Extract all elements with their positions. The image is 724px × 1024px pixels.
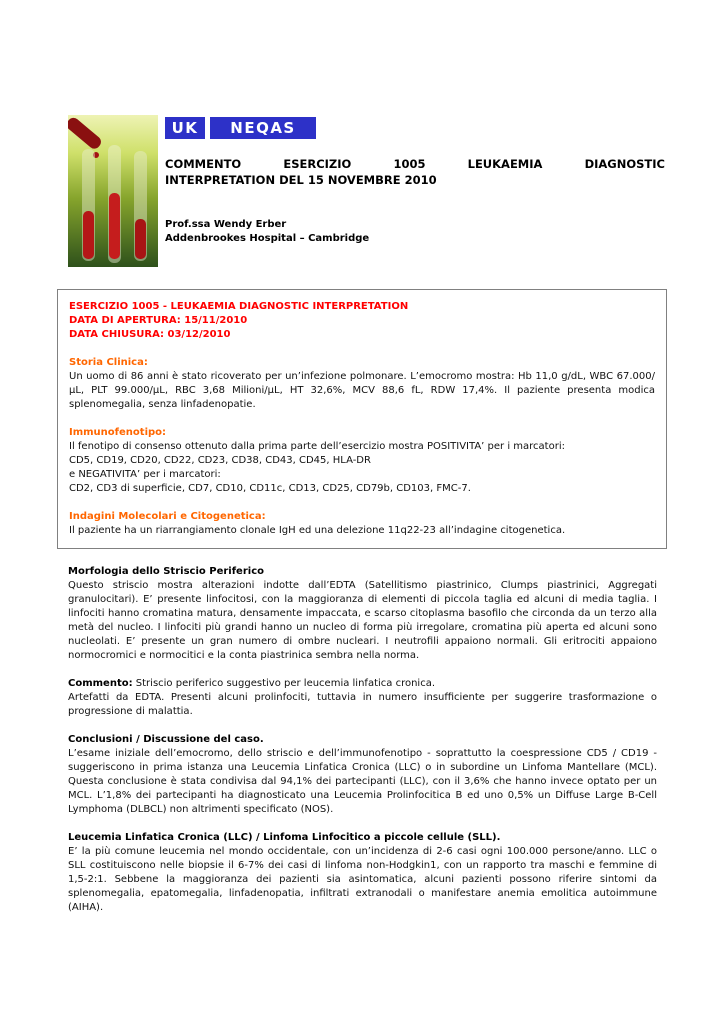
spacer: [69, 342, 655, 356]
immunofenotipo-line1: Il fenotipo di consenso ottenuto dalla prima parte dell’esercizio mostra POSITIVITA’ per i marcatori:: [69, 441, 565, 452]
test-tubes-photo: [68, 115, 158, 267]
spacer: [69, 496, 655, 510]
morfologia-text: Questo striscio mostra alterazioni indotte dall’EDTA (Satellitismo piastrinico, Clumps piastrinici, Aggregati granulocitari). E’ presente linfocitosi, con la maggioranza di elementi di piccola taglia ed alcuni di media taglia. I linfociti hanno cromatina matura, densamente impaccata, e scarso citoplasma basofilo che circonda da un terzo alla metà del nucleo. I linfociti più grandi hanno un nucleo di forma più irregolare, cromatina più aperta ed alcuni sono nucleolati. E’ presente un gran numero di ombre nucleari. I neutrofili appaiono normali. Gli eritrociti appaiono normocromici e normocitici e la conta piastrinica sembra nella norma.: [68, 580, 657, 661]
logo-neqas-box: NEQAS: [210, 117, 316, 139]
commento-label: Commento:: [68, 678, 133, 689]
storia-clinica-text: Un uomo di 86 anni è stato ricoverato per un’infezione polmonare. L’emocromo mostra: Hb 11,0 g/dL, WBC 67.000/µL, PLT 99.000/µL, RBC 3,68 Milioni/µL, HT 32,6%, MCV 88,6 fL, RDW 17,4%. Il paziente presenta modica splenomegalia, senza linfadenopatie.: [69, 371, 655, 410]
immunofenotipo-negative-markers: CD2, CD3 di superficie, CD7, CD10, CD11c, CD13, CD25, CD79b, CD103, FMC-7.: [69, 483, 471, 494]
exercise-title: ESERCIZIO 1005 - LEUKAEMIA DIAGNOSTIC INTERPRETATION: [69, 301, 409, 312]
section-heading-storia-clinica: Storia Clinica:: [69, 357, 148, 368]
section-heading-conclusioni: Conclusioni / Discussione del caso.: [68, 734, 264, 745]
author-name: Prof.ssa Wendy Erber: [165, 219, 287, 230]
author-block: [165, 218, 665, 246]
logo-uk-box: UK: [165, 117, 205, 139]
commento-text: Striscio periferico suggestivo per leucemia linfatica cronica.: [132, 678, 436, 689]
section-heading-indagini: Indagini Molecolari e Citogenetica:: [69, 511, 266, 522]
exercise-open-date: DATA DI APERTURA: 15/11/2010: [69, 315, 248, 326]
document-title-line2: INTERPRETATION DEL 15 NOVEMBRE 2010: [165, 173, 437, 187]
immunofenotipo-line3: e NEGATIVITA’ per i marcatori:: [69, 469, 221, 480]
commento-text2: Artefatti da EDTA. Presenti alcuni prolinfociti, tuttavia in numero insufficiente per suggerire trasformazione o progressione di malattia.: [68, 692, 657, 717]
indagini-text: Il paziente ha un riarrangiamento clonale IgH ed una delezione 11q22-23 all’indagine citogenetica.: [69, 525, 566, 536]
header: [165, 117, 665, 246]
commento-first-line: [68, 677, 657, 691]
exercise-info-box: [57, 289, 667, 549]
test-tubes-illustration: [68, 115, 158, 267]
author-affiliation: Addenbrookes Hospital – Cambridge: [165, 233, 370, 244]
spacer: [69, 412, 655, 426]
section-heading-immunofenotipo: Immunofenotipo:: [69, 427, 167, 438]
conclusioni-text: L’esame iniziale dell’emocromo, dello striscio e dell’immunofenotipo - soprattutto la coespressione CD5 / CD19 - suggeriscono in prima istanza una Leucemia Linfatica Cronica (LLC) o in subordine un Linfoma Mantellare (MCL). Questa conclusione è stata condivisa dal 94,1% dei partecipanti (LLC), con il 3,6% che hanno invece optato per un MCL. L’1,8% dei partecipanti ha diagnosticato una Leucemia Prolinfocitica B ed uno 0,5% un Diffuse Large B-Cell Lymphoma (DLBCL) non altrimenti specificato (NOS).: [68, 748, 657, 815]
ukneqas-logo: [165, 117, 665, 139]
llc-sll-text: E’ la più comune leucemia nel mondo occidentale, con un’incidenza di 2-6 casi ogni 100.000 persone/anno. LLC o SLL costituiscono nelle biopsie il 6-7% dei casi di linfoma non-Hodgkin1, con un rapporto tra maschi e femmine di 1,5-2:1. Sebbene la maggioranza dei pazienti sia asintomatica, alcuni pazienti possono riferire sintomi da splenomegalia, epatomegalia, linfadenopatia, infiltrati extranodali o manifestare anemia emolitica autoimmune (AIHA).: [68, 846, 657, 913]
exercise-close-date: DATA CHIUSURA: 03/12/2010: [69, 329, 231, 340]
immunofenotipo-positive-markers: CD5, CD19, CD20, CD22, CD23, CD38, CD43, CD45, HLA-DR: [69, 455, 371, 466]
main-content: [68, 565, 657, 929]
section-heading-morfologia: Morfologia dello Striscio Periferico: [68, 566, 264, 577]
section-heading-llc-sll: Leucemia Linfatica Cronica (LLC) / Linfoma Linfocitico a piccole cellule (SLL).: [68, 832, 501, 843]
commento-paragraph: [68, 677, 657, 719]
document-title-line1: COMMENTO ESERCIZIO 1005 LEUKAEMIA DIAGNOSTIC: [165, 157, 665, 171]
document-title: [165, 156, 665, 188]
